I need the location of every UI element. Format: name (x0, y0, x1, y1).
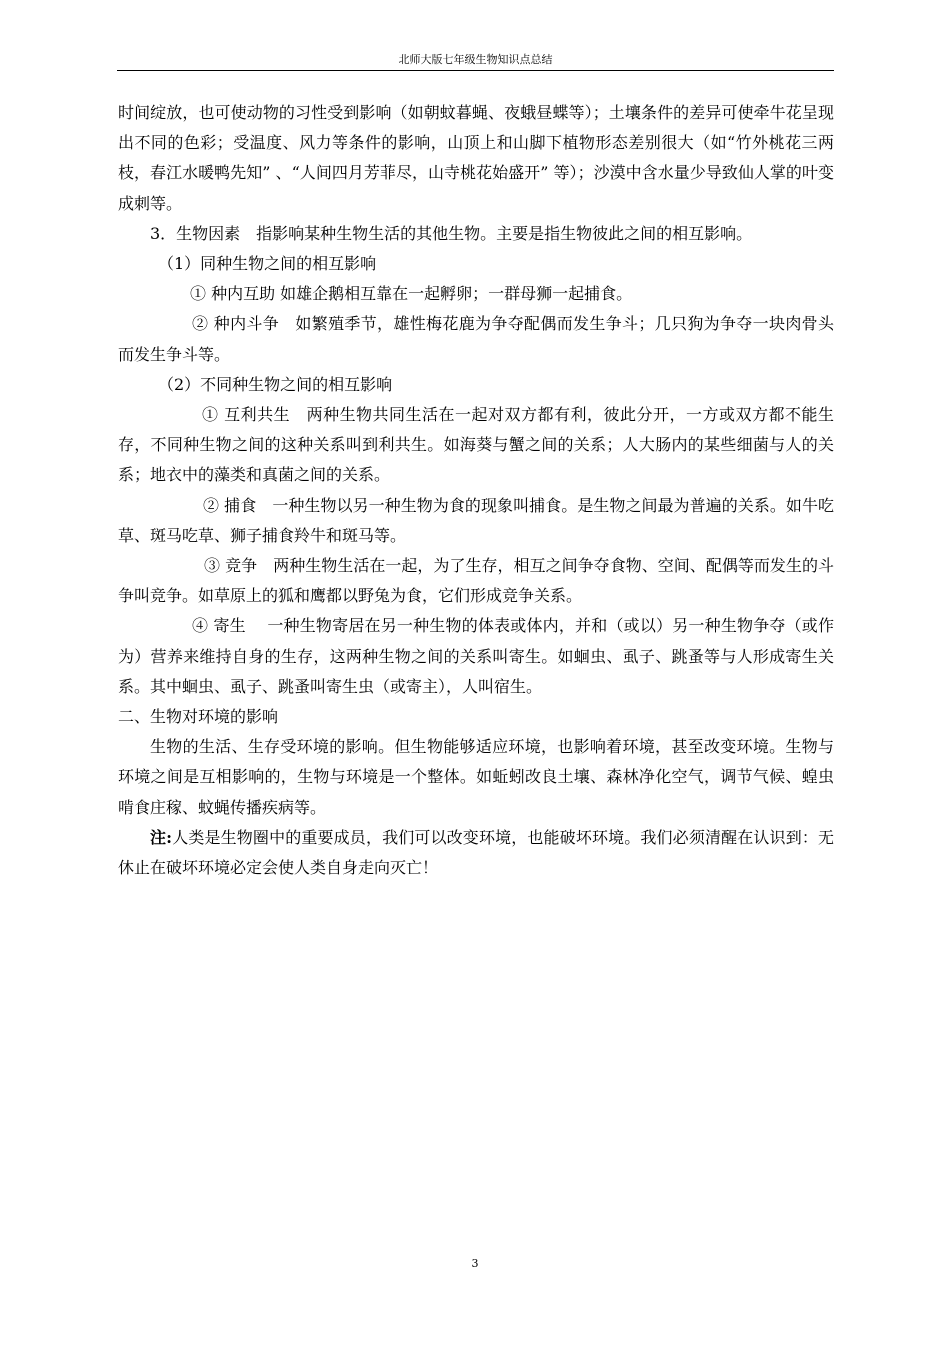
paragraph-competition: ③ 竞争 两种生物生活在一起，为了生存，相互之间争夺食物、空间、配偶等而发生的斗争叫竞争。如草原上的狐和鹰都以野兔为食，它们形成竞争关系。 (118, 556, 834, 606)
header-title: 北师大版七年级生物知识点总结 (398, 53, 553, 66)
subheading-same-species: （1）同种生物之间的相互影响 (158, 254, 377, 274)
paragraph-predation: ② 捕食 一种生物以另一种生物为食的现象叫捕食。是生物之间最为普遍的关系。如牛吃草、斑马吃草、狮子捕食羚牛和斑马等。 (118, 495, 834, 545)
paragraph-environment-effects: 时间绽放，也可使动物的习性受到影响（如朝蚊暮蝇、夜蛾昼蝶等）；土壤条件的差异可使牵牛花呈现出不同的色彩；受温度、风力等条件的影响，山顶上和山脚下植物形态差别很大（如“竹外桃花三两枝，春江水暖鸭先知” 、“人间四月芳菲尽，山寺桃花始盛开” 等）；沙漠中含水量少导致仙人掌的叶变成刺等。 (118, 103, 834, 213)
paragraph-parasitism: ④ 寄生 一种生物寄居在另一种生物的体表或体内，并和（或以）另一种生物争夺（或作为）营养来维持自身的生存，这两种生物之间的关系叫寄生。如蛔虫、虱子、跳蚤等与人形成寄生关系。其中蛔虫、虱子、跳蚤叫寄生虫（或寄主），人叫宿生。 (118, 616, 834, 696)
paragraph-intraspecific-help: ① 种内互助 如雄企鹅相互靠在一起孵卵；一群母狮一起捕食。 (190, 284, 633, 304)
note-label: 注: (150, 827, 173, 847)
note-text: 人类是生物圈中的重要成员，我们可以改变环境，也能破坏环境。我们必须清醒在认识到：无休止在破坏环境必定会使人类自身走向灭亡！ (118, 827, 834, 878)
page-number: 3 (471, 1257, 479, 1270)
paragraph-mutualism: ① 互利共生 两种生物共同生活在一起对双方都有利，彼此分开，一方或双方都不能生存，不同种生物之间的这种关系叫到利共生。如海葵与蟹之间的关系；人大肠内的某些细菌与人的关系；地衣中的藻类和真菌之间的关系。 (118, 405, 834, 485)
page-header (117, 52, 834, 71)
subheading-different-species: （2）不同种生物之间的相互影响 (158, 374, 393, 394)
paragraph-biological-factors: 3．生物因素 指影响某种生物生活的其他生物。主要是指生物彼此之间的相互影响。 (150, 223, 753, 243)
document-body (118, 98, 834, 883)
paragraph-organism-impact: 生物的生活、生存受环境的影响。但生物能够适应环境，也影响着环境，甚至改变环境。生物与环境之间是互相影响的，生物与环境是一个整体。如蚯蚓改良土壤、森林净化空气，调节气候、蝗虫啃食庄稼、蚊蝇传播疾病等。 (118, 737, 834, 817)
paragraph-intraspecific-struggle: ② 种内斗争 如繁殖季节，雄性梅花鹿为争夺配偶而发生争斗；几只狗为争夺一块肉骨头而发生争斗等。 (118, 314, 834, 364)
section-heading-organism-impact: 二、生物对环境的影响 (118, 707, 279, 727)
paragraph-note (118, 823, 834, 883)
